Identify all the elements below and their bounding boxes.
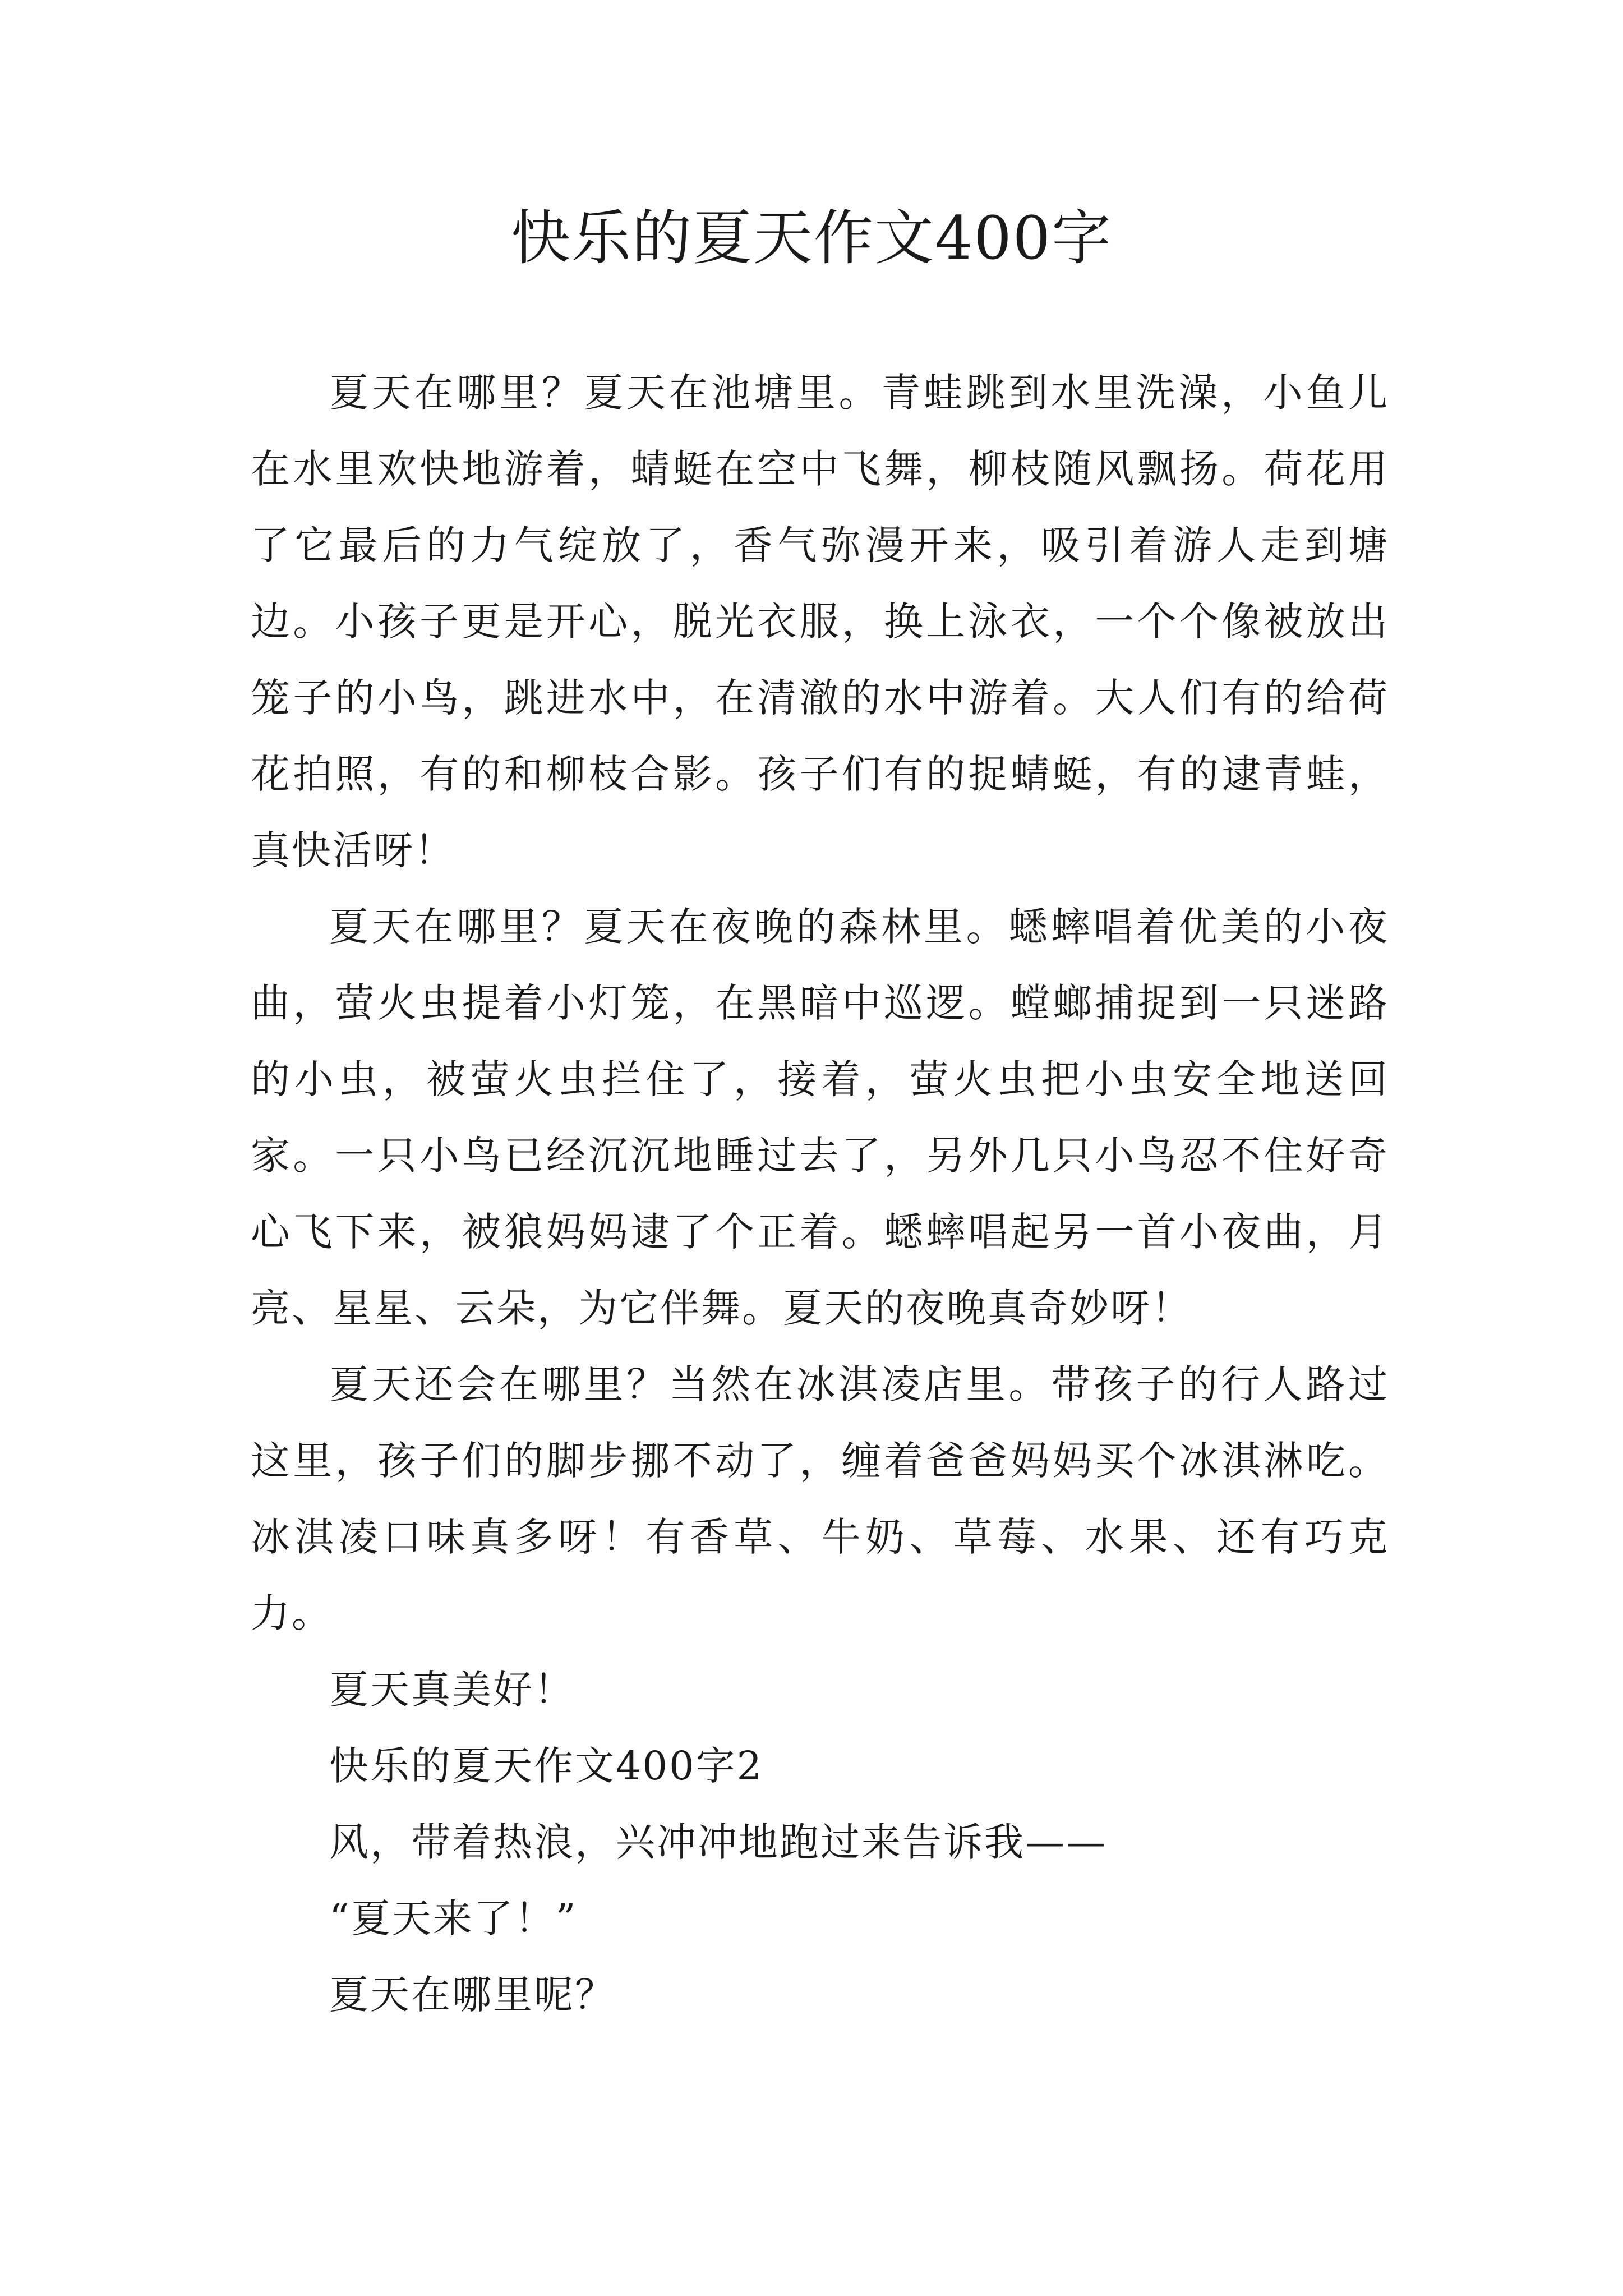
document-body bbox=[251, 355, 1389, 2033]
paragraph: 夏天在哪里呢？ bbox=[329, 1972, 616, 2018]
paragraph: 风，带着热浪，兴冲冲地跑过来告诉我—— bbox=[329, 1819, 1107, 1865]
document-title: 快乐的夏天作文400字 bbox=[510, 204, 1113, 273]
paragraph: “夏天来了！” bbox=[329, 1895, 578, 1941]
paragraph: 夏天在哪里？夏天在池塘里。青蛙跳到水里洗澡，小鱼儿在水里欢快地游着，蜻蜓在空中飞舞，柳枝随风飘扬。荷花用了它最后的力气绽放了，香气弥漫开来，吸引着游人走到塘边。小孩子更是开心，脱光衣服，换上泳衣，一个个像被放出笼子的小鸟，跳进水中，在清澈的水中游着。大人们有的给荷花拍照，有的和柳枝合影。孩子们有的捉蜻蜓，有的逮青蛙，真快活呀！ bbox=[251, 370, 1389, 873]
paragraph: 夏天真美好！ bbox=[329, 1667, 575, 1713]
paragraph: 夏天还会在哪里？当然在冰淇凌店里。带孩子的行人路过这里，孩子们的脚步挪不动了，缠着爸爸妈妈买个冰淇淋吃。冰淇凌口味真多呀！有香草、牛奶、草莓、水果、还有巧克力。 bbox=[251, 1361, 1389, 1636]
paragraph: 快乐的夏天作文400字2 bbox=[329, 1743, 764, 1789]
paragraph: 夏天在哪里？夏天在夜晚的森林里。蟋蟀唱着优美的小夜曲，萤火虫提着小灯笼，在黑暗中巡逻。螳螂捕捉到一只迷路的小虫，被萤火虫拦住了，接着，萤火虫把小虫安全地送回家。一只小鸟已经沉沉地睡过去了，另外几只小鸟忍不住好奇心飞下来，被狼妈妈逮了个正着。蟋蟀唱起另一首小夜曲，月亮、星星、云朵，为它伴舞。夏天的夜晚真奇妙呀！ bbox=[251, 904, 1389, 1331]
